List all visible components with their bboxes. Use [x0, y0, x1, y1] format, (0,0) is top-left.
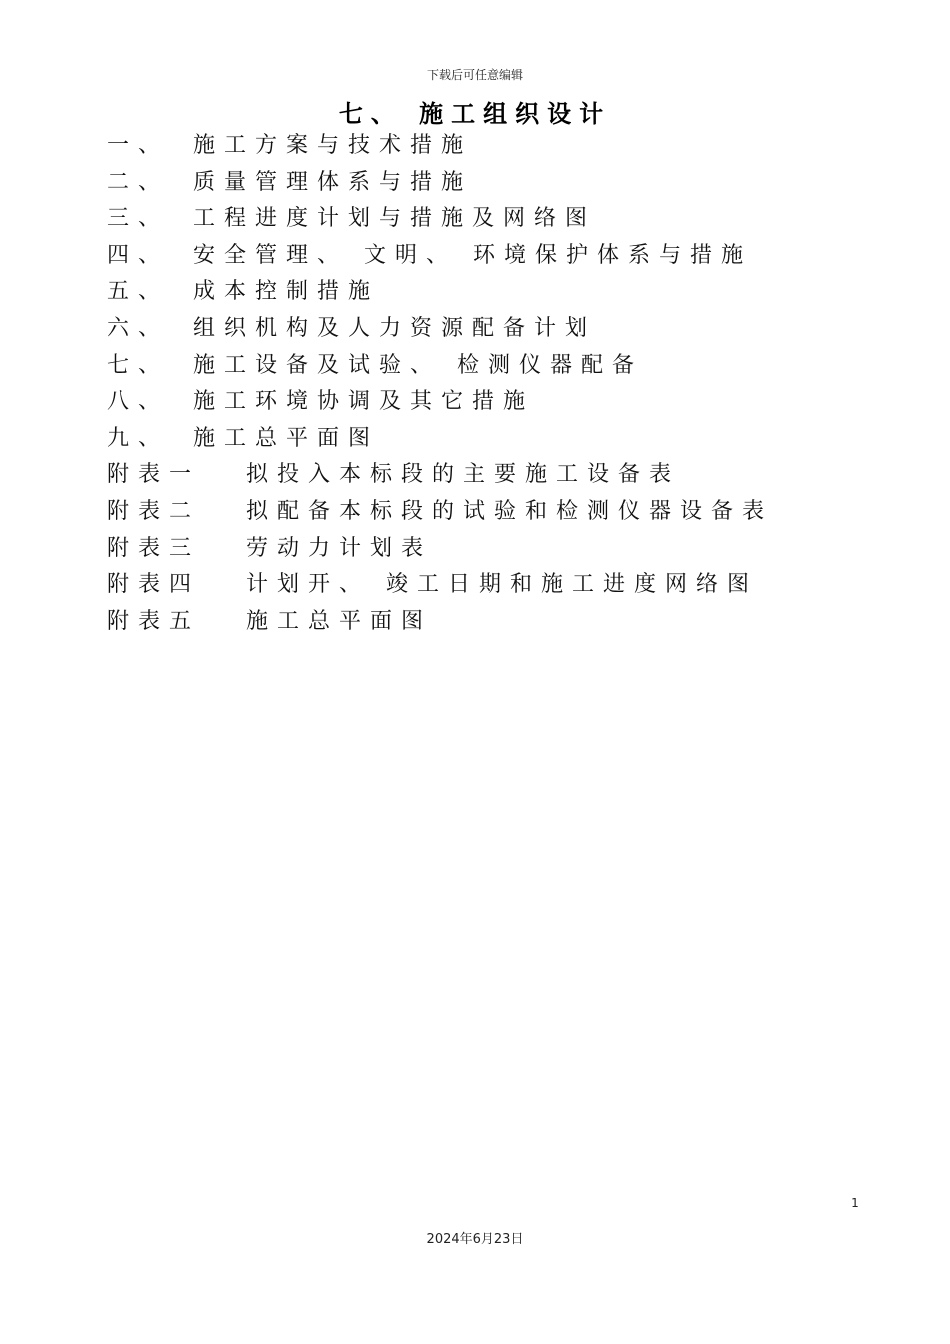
toc-item: [107, 274, 867, 311]
appendix-item-text: 拟投入本标段的主要施工设备表: [246, 462, 681, 488]
toc-item-text: 施工环境协调及其它措施: [193, 389, 535, 415]
toc-item-number: 七、: [107, 352, 170, 378]
toc-item: [107, 238, 867, 275]
toc-item-number: 五、: [107, 279, 170, 305]
toc-item-text: 成本控制措施: [193, 279, 380, 305]
appendix-item-text: 计划开、 竣工日期和施工进度网络图: [246, 572, 758, 598]
footer-date: 2024年6月23日: [426, 1232, 524, 1247]
toc-item-text: 质量管理体系与措施: [193, 169, 473, 195]
toc-item-number: 九、: [107, 425, 170, 451]
appendix-item-number: 附表一: [107, 462, 201, 488]
toc-item: [107, 165, 867, 202]
table-of-contents: [107, 128, 867, 640]
toc-item-number: 一、: [107, 133, 170, 158]
toc-item: [107, 311, 867, 348]
toc-item-number: 八、: [107, 389, 170, 415]
toc-item: [107, 421, 867, 458]
toc-item-text: 施工方案与技术措施: [193, 133, 473, 158]
toc-item-number: 三、: [107, 206, 170, 232]
appendix-item-number: 附表二: [107, 498, 201, 524]
toc-item: [107, 128, 867, 165]
toc-item-text: 工程进度计划与措施及网络图: [193, 206, 597, 232]
toc-item-number: 四、: [107, 242, 170, 268]
toc-item-number: 六、: [107, 315, 170, 341]
appendix-item-text: 劳动力计划表: [246, 535, 433, 561]
toc-item: [107, 348, 867, 385]
page-title: 七、 施工组织设计: [338, 100, 612, 128]
toc-item-number: 二、: [107, 169, 170, 195]
page-number: 1: [851, 1196, 859, 1210]
appendix-item-text: 拟配备本标段的试验和检测仪器设备表: [246, 498, 774, 524]
header-note: 下载后可任意编辑: [426, 68, 523, 82]
appendix-item-number: 附表四: [107, 572, 201, 598]
appendix-item-number: 附表五: [107, 608, 201, 634]
appendix-item: [107, 567, 867, 604]
appendix-item: [107, 531, 867, 568]
toc-item: [107, 201, 867, 238]
toc-item: [107, 384, 867, 421]
appendix-item: [107, 604, 867, 641]
toc-item-text: 施工设备及试验、 检测仪器配备: [193, 352, 643, 378]
appendix-item: [107, 457, 867, 494]
toc-item-text: 施工总平面图: [193, 425, 380, 451]
appendix-item-text: 施工总平面图: [246, 608, 433, 634]
toc-item-text: 安全管理、 文明、 环境保护体系与措施: [193, 242, 752, 268]
appendix-item: [107, 494, 867, 531]
toc-item-text: 组织机构及人力资源配备计划: [193, 315, 597, 341]
appendix-item-number: 附表三: [107, 535, 201, 561]
